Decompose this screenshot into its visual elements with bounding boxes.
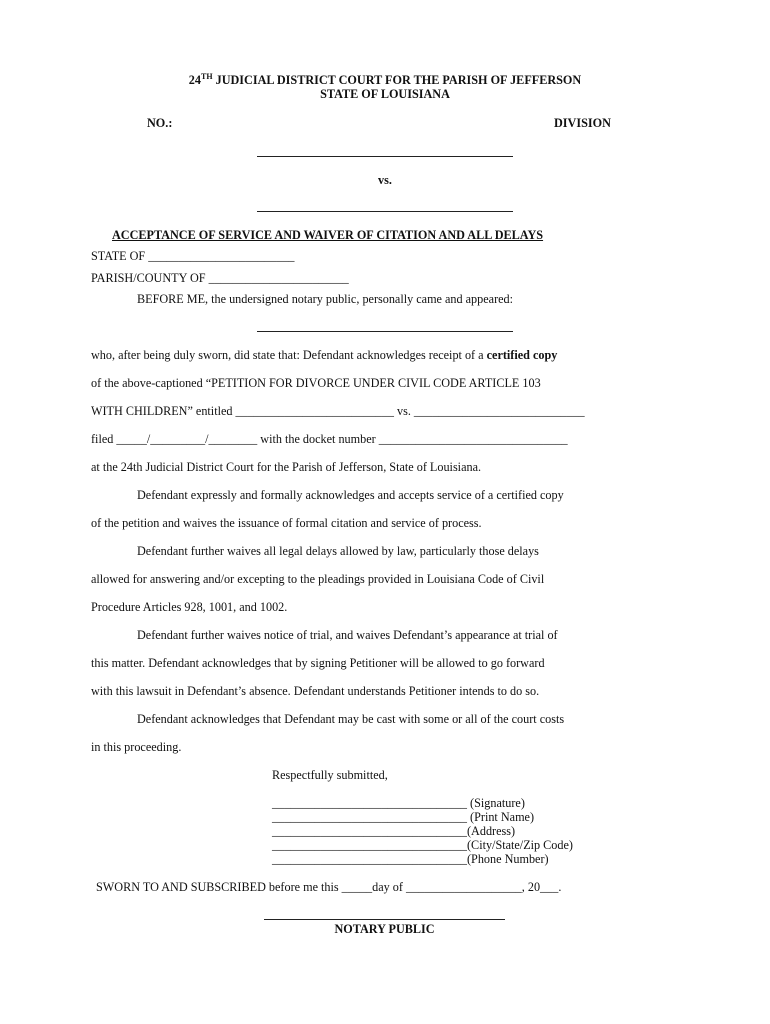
versus-label: vs. bbox=[378, 173, 392, 187]
paragraph-5-line-2: in this proceeding. bbox=[91, 740, 182, 754]
address-line: ________________________________(Address) bbox=[272, 824, 516, 838]
paragraph-2-line-2: of the petition and waives the issuance of formal citation and service of process. bbox=[91, 516, 482, 530]
appearance-statement: BEFORE ME, the undersigned notary public, personally came and appeared: bbox=[137, 292, 514, 306]
venue-state: STATE OF ________________________ bbox=[91, 249, 295, 263]
paragraph-3-line-2: allowed for answering and/or excepting to the pleadings provided in Louisiana Code of Civil bbox=[91, 572, 545, 586]
phone-number-line: ________________________________(Phone Number) bbox=[272, 852, 549, 866]
division-label: DIVISION bbox=[554, 116, 611, 130]
body-line-2: of the above-captioned “PETITION FOR DIVORCE UNDER CIVIL CODE ARTICLE 103 bbox=[91, 376, 541, 390]
paragraph-3-line-3: Procedure Articles 928, 1001, and 1002. bbox=[91, 600, 288, 614]
defendant-line bbox=[257, 211, 513, 212]
paragraph-4-line-2: this matter. Defendant acknowledges that by signing Petitioner will be allowed to go forward bbox=[91, 656, 545, 670]
paragraph-3-line-1: Defendant further waives all legal delays allowed by law, particularly those delays bbox=[137, 544, 539, 558]
court-title bbox=[0, 73, 770, 88]
court-name-rest: JUDICIAL DISTRICT COURT FOR THE PARISH OF JEFFERSON bbox=[212, 73, 582, 87]
body-line-1 bbox=[91, 348, 557, 363]
docket-no-label: NO.: bbox=[147, 116, 173, 130]
court-ordinal-suffix: TH bbox=[200, 71, 213, 81]
paragraph-4-line-3: with this lawsuit in Defendant’s absence. Defendant understands Petitioner intends to do so. bbox=[91, 684, 540, 698]
paragraph-5-line-1: Defendant acknowledges that Defendant may be cast with some or all of the court costs bbox=[137, 712, 565, 726]
jurat-statement: SWORN TO AND SUBSCRIBED before me this _____day of ___________________, 20___. bbox=[96, 880, 562, 894]
city-state-zip-line: ________________________________(City/State/Zip Code) bbox=[272, 838, 573, 852]
body-line-4: filed _____/_________/________ with the docket number _______________________________ bbox=[91, 432, 568, 446]
court-state: STATE OF LOUISIANA bbox=[320, 87, 450, 101]
body-line-1-text: who, after being duly sworn, did state that: Defendant acknowledges receipt of a bbox=[91, 348, 487, 362]
paragraph-4-line-1: Defendant further waives notice of trial, and waives Defendant’s appearance at trial of bbox=[137, 628, 558, 642]
body-line-5: at the 24th Judicial District Court for the Parish of Jefferson, State of Louisiana. bbox=[91, 460, 482, 474]
document-title: ACCEPTANCE OF SERVICE AND WAIVER OF CITATION AND ALL DELAYS bbox=[112, 228, 544, 242]
court-ordinal-number: 24 bbox=[188, 73, 201, 87]
plaintiff-line bbox=[257, 156, 513, 157]
paragraph-2-line-1: Defendant expressly and formally acknowledges and accepts service of a certified copy bbox=[137, 488, 564, 502]
appearer-name-line bbox=[257, 331, 513, 332]
venue-parish: PARISH/COUNTY OF _______________________ bbox=[91, 271, 349, 285]
respectfully-submitted: Respectfully submitted, bbox=[272, 768, 388, 782]
print-name-line: ________________________________ (Print Name) bbox=[272, 810, 535, 824]
certified-copy-emphasis: certified copy bbox=[486, 348, 558, 362]
notary-signature-line bbox=[264, 919, 505, 920]
body-line-3: WITH CHILDREN” entitled __________________________ vs. ____________________________ bbox=[91, 404, 585, 418]
signature-line: ________________________________ (Signature) bbox=[272, 796, 525, 810]
notary-public-label: NOTARY PUBLIC bbox=[334, 922, 435, 936]
